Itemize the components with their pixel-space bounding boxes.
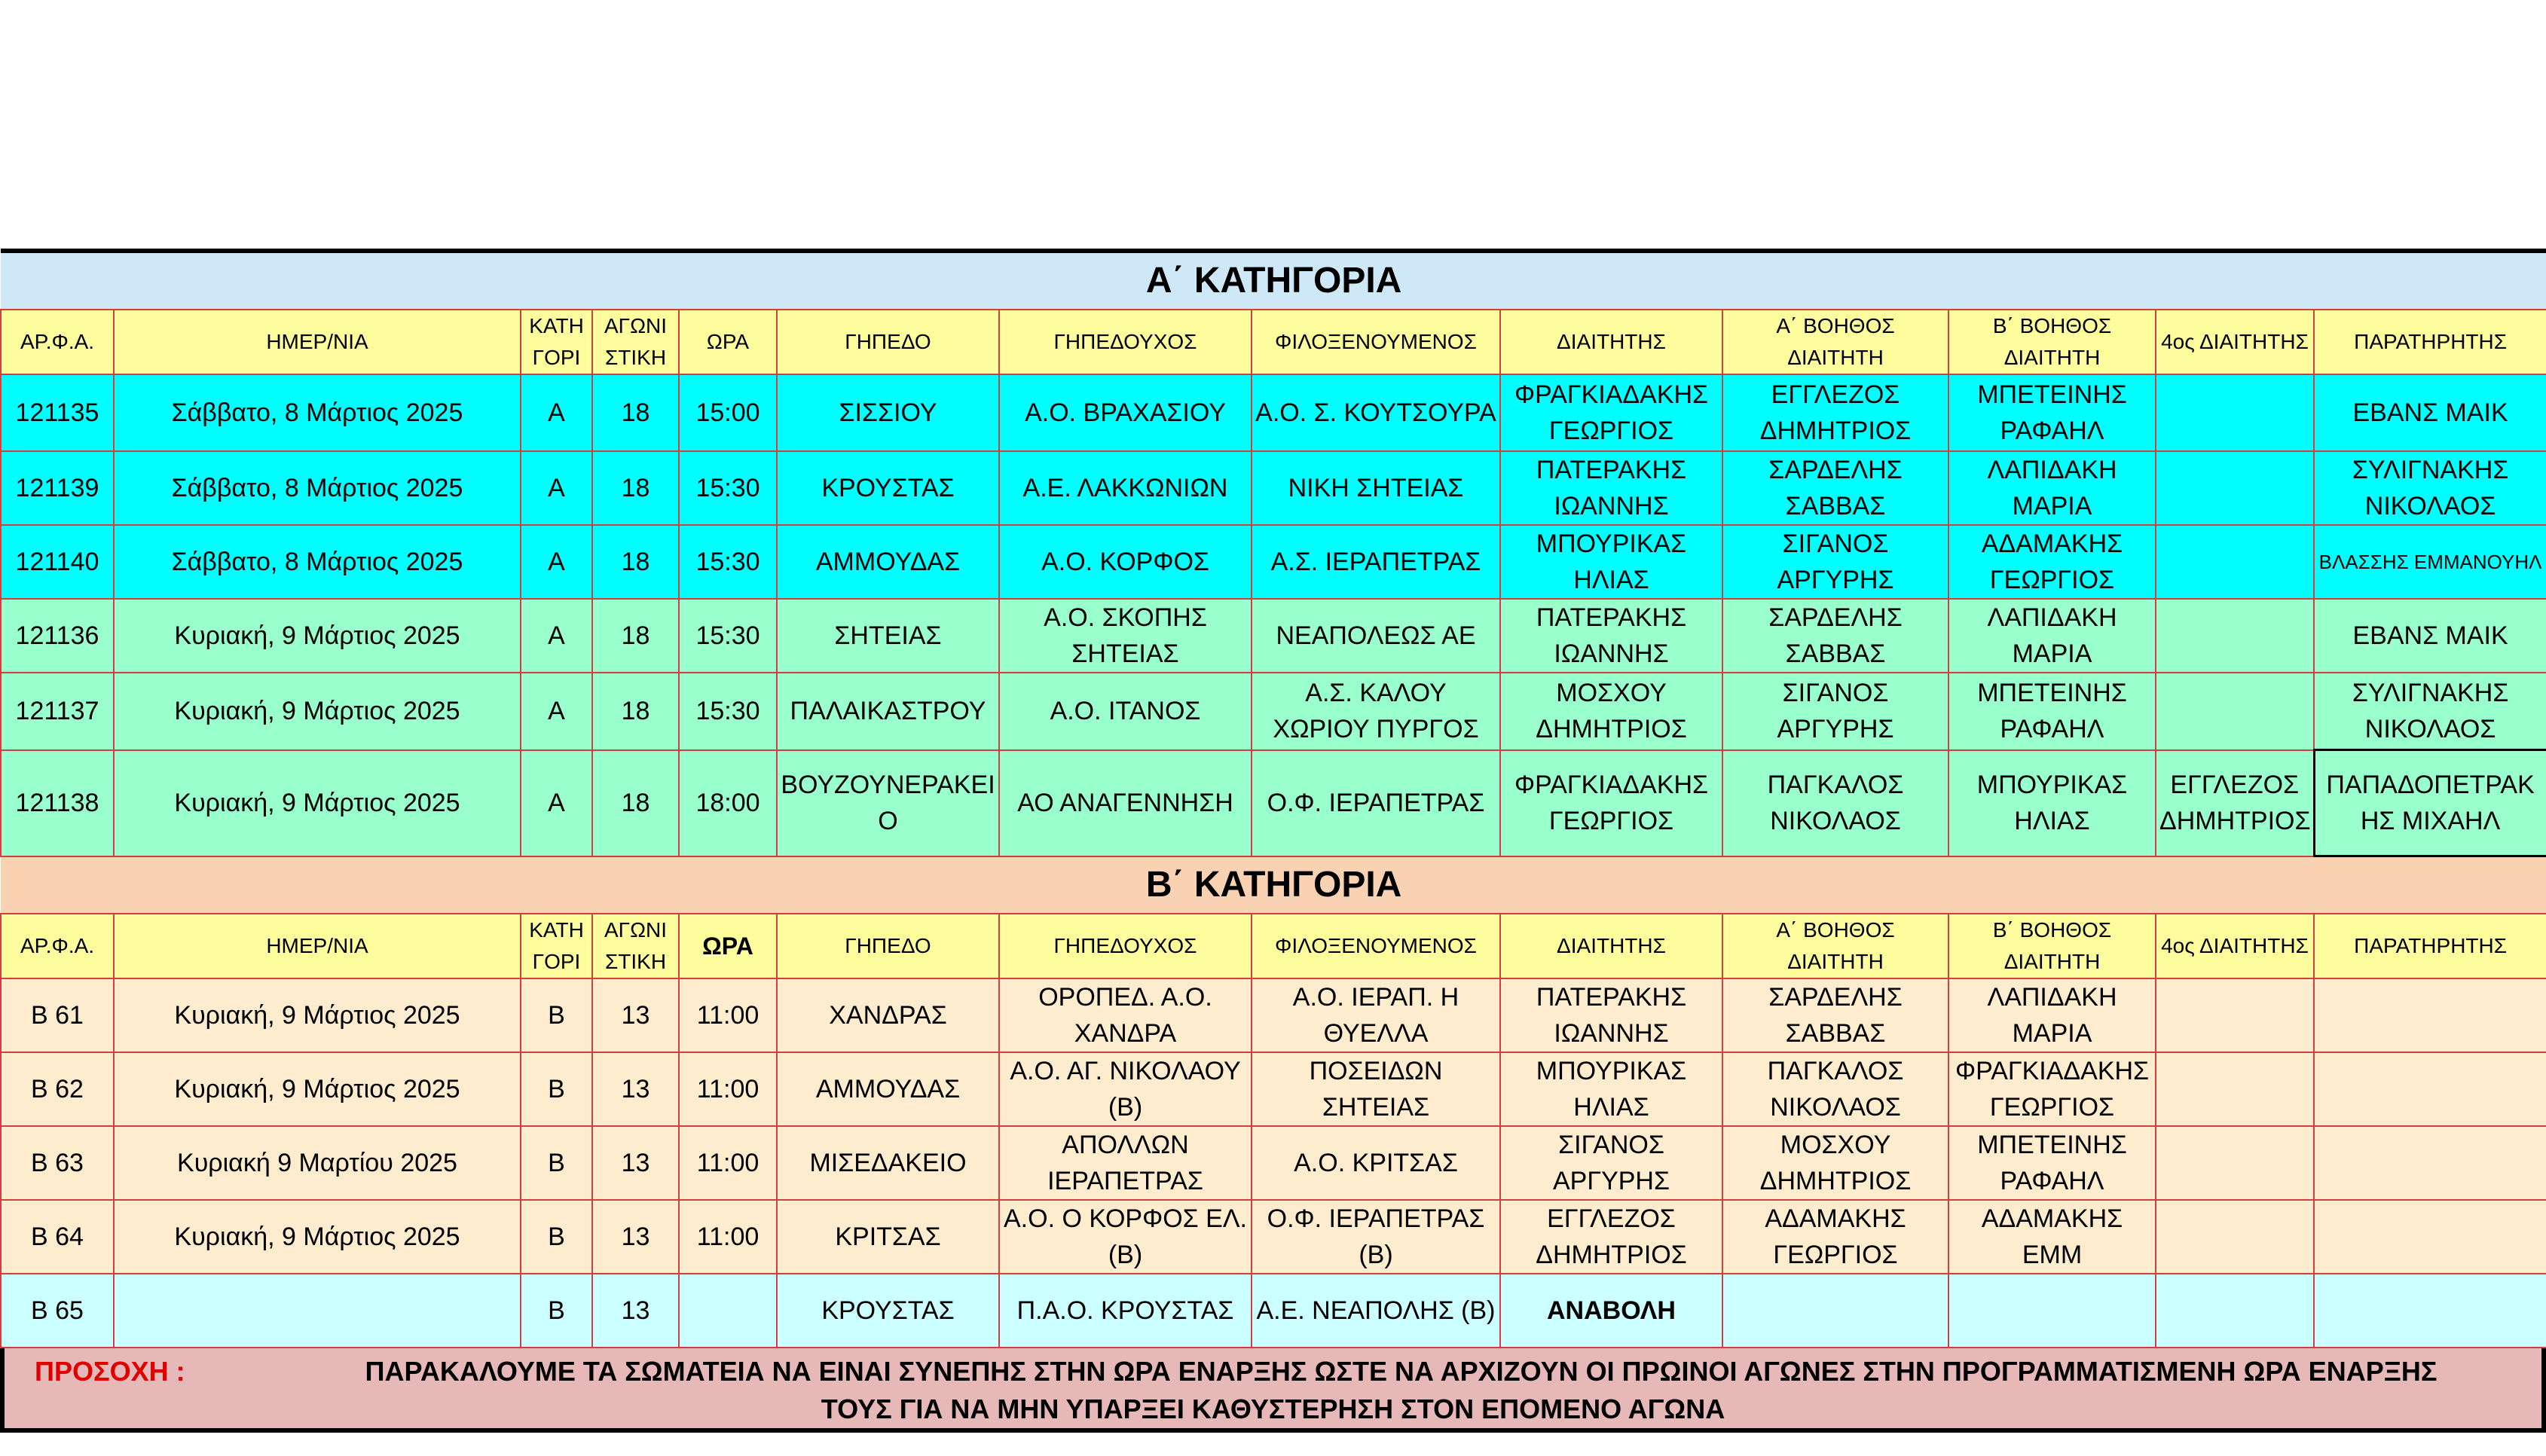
- table-cell: [2156, 978, 2314, 1052]
- table-cell: [2156, 673, 2314, 750]
- header-cell: ΗΜΕΡ/ΝΙΑ: [114, 310, 521, 374]
- header-cell: ΦΙΛΟΞΕΝΟΥΜΕΝΟΣ: [1252, 914, 1500, 978]
- table-cell: ΚΡΟΥΣΤΑΣ: [777, 451, 999, 525]
- table-cell: Κυριακή 9 Μαρτίου 2025: [114, 1126, 521, 1200]
- table-cell: Α.Ο. ΒΡΑΧΑΣΙΟΥ: [999, 374, 1252, 451]
- table-cell: 15:30: [679, 599, 777, 673]
- table-cell: ΜΟΣΧΟΥ ΔΗΜΗΤΡΙΟΣ: [1722, 1126, 1948, 1200]
- notice-label: ΠΡΟΣΟΧΗ :: [35, 1356, 185, 1387]
- table-cell: ΣΙΓΑΝΟΣ ΑΡΓΥΡΗΣ: [1722, 525, 1948, 599]
- table-cell: 121139: [1, 451, 114, 525]
- table-cell: ΕΓΓΛΕΖΟΣ ΔΗΜΗΤΡΙΟΣ: [2156, 750, 2314, 856]
- table-cell: [2156, 1052, 2314, 1126]
- category-a-title: Α΄ ΚΑΤΗΓΟΡΙΑ: [1, 251, 2546, 310]
- table-cell: ΛΑΠΙΔΑΚΗ ΜΑΡΙΑ: [1948, 451, 2156, 525]
- header-cell: ΩΡΑ: [679, 914, 777, 978]
- table-cell: 13: [592, 978, 679, 1052]
- category-a-header-row: [1, 310, 2546, 374]
- table-cell: ΕΓΓΛΕΖΟΣ ΔΗΜΗΤΡΙΟΣ: [1722, 374, 1948, 451]
- table-cell: ΑΔΑΜΑΚΗΣ ΓΕΩΡΓΙΟΣ: [1948, 525, 2156, 599]
- header-cell: ΑΡ.Φ.Α.: [1, 914, 114, 978]
- table-cell: ΠΑΤΕΡΑΚΗΣ ΙΩΑΝΝΗΣ: [1500, 451, 1722, 525]
- table-cell: [2314, 1274, 2546, 1348]
- table-cell: ΜΠΟΥΡΙΚΑΣ ΗΛΙΑΣ: [1500, 1052, 1722, 1126]
- table-cell: ΜΠΕΤΕΙΝΗΣ ΡΑΦΑΗΛ: [1948, 374, 2156, 451]
- table-cell: Σάββατο, 8 Μάρτιος 2025: [114, 451, 521, 525]
- table-cell: ΣΥΛΙΓΝΑΚΗΣ ΝΙΚΟΛΑΟΣ: [2314, 673, 2546, 750]
- table-cell: Κυριακή, 9 Μάρτιος 2025: [114, 1052, 521, 1126]
- notice-box: [0, 1348, 2546, 1433]
- table-cell: ΠΑΤΕΡΑΚΗΣ ΙΩΑΝΝΗΣ: [1500, 978, 1722, 1052]
- table-cell: ΦΡΑΓΚΙΑΔΑΚΗΣ ΓΕΩΡΓΙΟΣ: [1500, 374, 1722, 451]
- table-cell: Α.Ο. ΚΟΡΦΟΣ: [999, 525, 1252, 599]
- table-cell: Β: [521, 1274, 592, 1348]
- table-cell: 11:00: [679, 1052, 777, 1126]
- table-cell: ΠΑΓΚΑΛΟΣ ΝΙΚΟΛΑΟΣ: [1722, 750, 1948, 856]
- table-cell: Ο.Φ. ΙΕΡΑΠΕΤΡΑΣ: [1252, 750, 1500, 856]
- table-cell: ΑΜΜΟΥΔΑΣ: [777, 525, 999, 599]
- table-cell: 15:30: [679, 673, 777, 750]
- table-cell: ΠΑΠΑΔΟΠΕΤΡΑΚΗΣ ΜΙΧΑΗΛ: [2314, 750, 2546, 856]
- table-cell: 121138: [1, 750, 114, 856]
- table-cell: ΠΑΤΕΡΑΚΗΣ ΙΩΑΝΝΗΣ: [1500, 599, 1722, 673]
- table-cell: [1948, 1274, 2156, 1348]
- table-cell: 15:30: [679, 451, 777, 525]
- table-row: [1, 374, 2546, 451]
- table-cell: ΑΠΟΛΛΩΝ ΙΕΡΑΠΕΤΡΑΣ: [999, 1126, 1252, 1200]
- header-cell: ΓΗΠΕΔΟ: [777, 310, 999, 374]
- table-cell: [679, 1274, 777, 1348]
- table-cell: ΚΡΙΤΣΑΣ: [777, 1200, 999, 1274]
- table-cell: Α.Ο. ΑΓ. ΝΙΚΟΛΑΟΥ (Β): [999, 1052, 1252, 1126]
- table-cell: Α.Ε. ΛΑΚΚΩΝΙΩΝ: [999, 451, 1252, 525]
- table-cell: [2156, 1200, 2314, 1274]
- table-cell: Α.Ο. Σ. ΚΟΥΤΣΟΥΡΑ: [1252, 374, 1500, 451]
- table-row: [1, 1126, 2546, 1200]
- table-row: [1, 525, 2546, 599]
- table-cell: 121136: [1, 599, 114, 673]
- table-cell: ΚΡΟΥΣΤΑΣ: [777, 1274, 999, 1348]
- table-cell: Β: [521, 1052, 592, 1126]
- table-cell: [2314, 1052, 2546, 1126]
- table-cell: Α: [521, 525, 592, 599]
- table-cell: ΑΜΜΟΥΔΑΣ: [777, 1052, 999, 1126]
- header-cell: ΓΗΠΕΔΟ: [777, 914, 999, 978]
- table-cell: Π.Α.Ο. ΚΡΟΥΣΤΑΣ: [999, 1274, 1252, 1348]
- table-cell: Β 65: [1, 1274, 114, 1348]
- header-cell: ΓΗΠΕΔΟΥΧΟΣ: [999, 310, 1252, 374]
- category-b-table: [0, 857, 2546, 1348]
- table-cell: Κυριακή, 9 Μάρτιος 2025: [114, 978, 521, 1052]
- table-cell: ΠΑΛΑΙΚΑΣΤΡΟΥ: [777, 673, 999, 750]
- header-cell: Β΄ ΒΟΗΘΟΣ ΔΙΑΙΤΗΤΗ: [1948, 914, 2156, 978]
- table-cell: Κυριακή, 9 Μάρτιος 2025: [114, 750, 521, 856]
- table-cell: Α.Ο. Ο ΚΟΡΦΟΣ ΕΛ. (Β): [999, 1200, 1252, 1274]
- table-cell: Κυριακή, 9 Μάρτιος 2025: [114, 673, 521, 750]
- table-cell: ΣΙΣΣΙΟΥ: [777, 374, 999, 451]
- notice-line-2: ΤΟΥΣ ΓΙΑ ΝΑ ΜΗΝ ΥΠΑΡΞΕΙ ΚΑΘΥΣΤΕΡΗΣΗ ΣΤΟΝ ΕΠΟΜΕΝΟ ΑΓΩΝΑ: [821, 1393, 1725, 1424]
- header-cell: ΠΑΡΑΤΗΡΗΤΗΣ: [2314, 914, 2546, 978]
- table-cell: ΣΑΡΔΕΛΗΣ ΣΑΒΒΑΣ: [1722, 978, 1948, 1052]
- table-cell: ΠΑΓΚΑΛΟΣ ΝΙΚΟΛΑΟΣ: [1722, 1052, 1948, 1126]
- table-row: [1, 451, 2546, 525]
- table-cell: [2314, 1126, 2546, 1200]
- table-cell: ΠΟΣΕΙΔΩΝ ΣΗΤΕΙΑΣ: [1252, 1052, 1500, 1126]
- table-cell: 121135: [1, 374, 114, 451]
- table-row: [1, 750, 2546, 856]
- table-cell: ΜΠΟΥΡΙΚΑΣ ΗΛΙΑΣ: [1948, 750, 2156, 856]
- table-cell: Α: [521, 451, 592, 525]
- table-cell: 121137: [1, 673, 114, 750]
- table-cell: Ο.Φ. ΙΕΡΑΠΕΤΡΑΣ (Β): [1252, 1200, 1500, 1274]
- table-cell: [1722, 1274, 1948, 1348]
- table-row: [1, 599, 2546, 673]
- table-cell: Α.Σ. ΙΕΡΑΠΕΤΡΑΣ: [1252, 525, 1500, 599]
- table-cell: Σάββατο, 8 Μάρτιος 2025: [114, 525, 521, 599]
- table-cell: 15:30: [679, 525, 777, 599]
- table-cell: ΧΑΝΔΡΑΣ: [777, 978, 999, 1052]
- table-cell: Α.Ο. ΙΤΑΝΟΣ: [999, 673, 1252, 750]
- header-cell: Α΄ ΒΟΗΘΟΣ ΔΙΑΙΤΗΤΗ: [1722, 310, 1948, 374]
- table-cell: Α: [521, 599, 592, 673]
- schedule-sheet: [0, 249, 2546, 1433]
- table-cell: ΜΠΕΤΕΙΝΗΣ ΡΑΦΑΗΛ: [1948, 673, 2156, 750]
- table-cell: ΕΓΓΛΕΖΟΣ ΔΗΜΗΤΡΙΟΣ: [1500, 1200, 1722, 1274]
- table-row: [1, 673, 2546, 750]
- table-cell: [2156, 374, 2314, 451]
- table-cell: ΣΗΤΕΙΑΣ: [777, 599, 999, 673]
- table-cell: 18: [592, 451, 679, 525]
- table-cell: Β 62: [1, 1052, 114, 1126]
- table-cell: 13: [592, 1052, 679, 1126]
- table-cell: [2156, 1126, 2314, 1200]
- table-cell: 121140: [1, 525, 114, 599]
- table-cell: 18: [592, 673, 679, 750]
- table-cell: Β 63: [1, 1126, 114, 1200]
- category-b-header-row: [1, 914, 2546, 978]
- table-cell: ΝΕΑΠΟΛΕΩΣ ΑΕ: [1252, 599, 1500, 673]
- table-cell: Σάββατο, 8 Μάρτιος 2025: [114, 374, 521, 451]
- table-cell: ΑΔΑΜΑΚΗΣ ΕΜΜ: [1948, 1200, 2156, 1274]
- table-cell: [114, 1274, 521, 1348]
- table-cell: ΑΟ ΑΝΑΓΕΝΝΗΣΗ: [999, 750, 1252, 856]
- postponed-label: ΑΝΑΒΟΛΗ: [1500, 1274, 1722, 1348]
- table-cell: Β 64: [1, 1200, 114, 1274]
- table-cell: ΛΑΠΙΔΑΚΗ ΜΑΡΙΑ: [1948, 599, 2156, 673]
- table-cell: ΦΡΑΓΚΙΑΔΑΚΗΣ ΓΕΩΡΓΙΟΣ: [1500, 750, 1722, 856]
- table-cell: ΛΑΠΙΔΑΚΗ ΜΑΡΙΑ: [1948, 978, 2156, 1052]
- table-cell: ΣΙΓΑΝΟΣ ΑΡΓΥΡΗΣ: [1500, 1126, 1722, 1200]
- table-cell: Κυριακή, 9 Μάρτιος 2025: [114, 1200, 521, 1274]
- header-cell: ΠΑΡΑΤΗΡΗΤΗΣ: [2314, 310, 2546, 374]
- table-cell: Α: [521, 673, 592, 750]
- table-cell: 11:00: [679, 978, 777, 1052]
- table-cell: 13: [592, 1274, 679, 1348]
- table-cell: Α: [521, 750, 592, 856]
- category-b-title-row: [1, 857, 2546, 914]
- table-cell: ΕΒΑΝΣ ΜΑΙΚ: [2314, 374, 2546, 451]
- table-cell: Α.Ο. ΙΕΡΑΠ. Η ΘΥΕΛΛΑ: [1252, 978, 1500, 1052]
- header-cell: 4ος ΔΙΑΙΤΗΤΗΣ: [2156, 914, 2314, 978]
- table-cell: Α.Ο. ΣΚΟΠΗΣ ΣΗΤΕΙΑΣ: [999, 599, 1252, 673]
- header-cell: ΚΑΤΗ ΓΟΡΙ: [521, 914, 592, 978]
- table-cell: ΣΑΡΔΕΛΗΣ ΣΑΒΒΑΣ: [1722, 451, 1948, 525]
- table-cell: ΣΙΓΑΝΟΣ ΑΡΓΥΡΗΣ: [1722, 673, 1948, 750]
- table-cell: ΒΟΥΖΟΥΝΕΡΑΚΕΙΟ: [777, 750, 999, 856]
- header-cell: 4ος ΔΙΑΙΤΗΤΗΣ: [2156, 310, 2314, 374]
- table-cell: 11:00: [679, 1126, 777, 1200]
- table-cell: ΦΡΑΓΚΙΑΔΑΚΗΣ ΓΕΩΡΓΙΟΣ: [1948, 1052, 2156, 1126]
- category-b-title: Β΄ ΚΑΤΗΓΟΡΙΑ: [1, 857, 2546, 914]
- table-cell: 18: [592, 525, 679, 599]
- table-cell: 18: [592, 599, 679, 673]
- table-cell: ΒΛΑΣΣΗΣ ΕΜΜΑΝΟΥΗΛ: [2314, 525, 2546, 599]
- table-cell: [2156, 1274, 2314, 1348]
- table-cell: ΟΡΟΠΕΔ. Α.Ο. ΧΑΝΔΡΑ: [999, 978, 1252, 1052]
- table-row: [1, 1200, 2546, 1274]
- header-cell: ΩΡΑ: [679, 310, 777, 374]
- table-cell: [2314, 978, 2546, 1052]
- table-cell: Α.Ε. ΝΕΑΠΟΛΗΣ (Β): [1252, 1274, 1500, 1348]
- table-cell: 13: [592, 1200, 679, 1274]
- table-cell: [2314, 1200, 2546, 1274]
- header-cell: Α΄ ΒΟΗΘΟΣ ΔΙΑΙΤΗΤΗ: [1722, 914, 1948, 978]
- table-cell: ΜΟΣΧΟΥ ΔΗΜΗΤΡΙΟΣ: [1500, 673, 1722, 750]
- table-cell: 11:00: [679, 1200, 777, 1274]
- table-cell: ΣΥΛΙΓΝΑΚΗΣ ΝΙΚΟΛΑΟΣ: [2314, 451, 2546, 525]
- table-cell: ΣΑΡΔΕΛΗΣ ΣΑΒΒΑΣ: [1722, 599, 1948, 673]
- table-row: [1, 978, 2546, 1052]
- header-cell: ΔΙΑΙΤΗΤΗΣ: [1500, 914, 1722, 978]
- table-cell: [2156, 451, 2314, 525]
- table-cell: Β 61: [1, 978, 114, 1052]
- category-a-table: [0, 249, 2546, 857]
- table-cell: ΜΠΟΥΡΙΚΑΣ ΗΛΙΑΣ: [1500, 525, 1722, 599]
- table-cell: Κυριακή, 9 Μάρτιος 2025: [114, 599, 521, 673]
- header-cell: ΗΜΕΡ/ΝΙΑ: [114, 914, 521, 978]
- table-row: [1, 1052, 2546, 1126]
- header-cell: ΑΓΩΝΙ ΣΤΙΚΗ: [592, 914, 679, 978]
- table-cell: Α.Σ. ΚΑΛΟΥ ΧΩΡΙΟΥ ΠΥΡΓΟΣ: [1252, 673, 1500, 750]
- table-cell: 15:00: [679, 374, 777, 451]
- table-cell: Α: [521, 374, 592, 451]
- table-cell: [2156, 525, 2314, 599]
- table-cell: Α.Ο. ΚΡΙΤΣΑΣ: [1252, 1126, 1500, 1200]
- notice-line-1: ΠΑΡΑΚΑΛΟΥΜΕ ΤΑ ΣΩΜΑΤΕΙΑ ΝΑ ΕΙΝΑΙ ΣΥΝΕΠΗΣ ΣΤΗΝ ΩΡΑ ΕΝΑΡΞΗΣ ΩΣΤΕ ΝΑ ΑΡΧΙΖΟΥΝ ΟΙ ΠΡΩΙΝΟΙ ΑΓΩΝΕΣ ΣΤΗΝ ΠΡΟΓΡΑΜΜΑΤΙΣΜΕΝΗ ΩΡΑ ΕΝΑΡΞΗΣ: [365, 1356, 2437, 1387]
- table-cell: Β: [521, 1126, 592, 1200]
- table-cell: Β: [521, 978, 592, 1052]
- table-cell: 18: [592, 374, 679, 451]
- header-cell: ΑΡ.Φ.Α.: [1, 310, 114, 374]
- table-cell: ΑΔΑΜΑΚΗΣ ΓΕΩΡΓΙΟΣ: [1722, 1200, 1948, 1274]
- table-cell: 13: [592, 1126, 679, 1200]
- table-cell: ΜΠΕΤΕΙΝΗΣ ΡΑΦΑΗΛ: [1948, 1126, 2156, 1200]
- category-a-title-row: [1, 251, 2546, 310]
- header-cell: ΚΑΤΗ ΓΟΡΙ: [521, 310, 592, 374]
- header-cell: ΔΙΑΙΤΗΤΗΣ: [1500, 310, 1722, 374]
- table-cell: ΕΒΑΝΣ ΜΑΙΚ: [2314, 599, 2546, 673]
- table-cell: ΝΙΚΗ ΣΗΤΕΙΑΣ: [1252, 451, 1500, 525]
- table-cell: ΜΙΣΕΔΑΚΕΙΟ: [777, 1126, 999, 1200]
- header-cell: ΦΙΛΟΞΕΝΟΥΜΕΝΟΣ: [1252, 310, 1500, 374]
- table-cell: Β: [521, 1200, 592, 1274]
- header-cell: ΓΗΠΕΔΟΥΧΟΣ: [999, 914, 1252, 978]
- table-cell: [2156, 599, 2314, 673]
- header-cell: ΑΓΩΝΙ ΣΤΙΚΗ: [592, 310, 679, 374]
- header-cell: Β΄ ΒΟΗΘΟΣ ΔΙΑΙΤΗΤΗ: [1948, 310, 2156, 374]
- table-cell: 18: [592, 750, 679, 856]
- table-cell: 18:00: [679, 750, 777, 856]
- table-row-postponed: [1, 1274, 2546, 1348]
